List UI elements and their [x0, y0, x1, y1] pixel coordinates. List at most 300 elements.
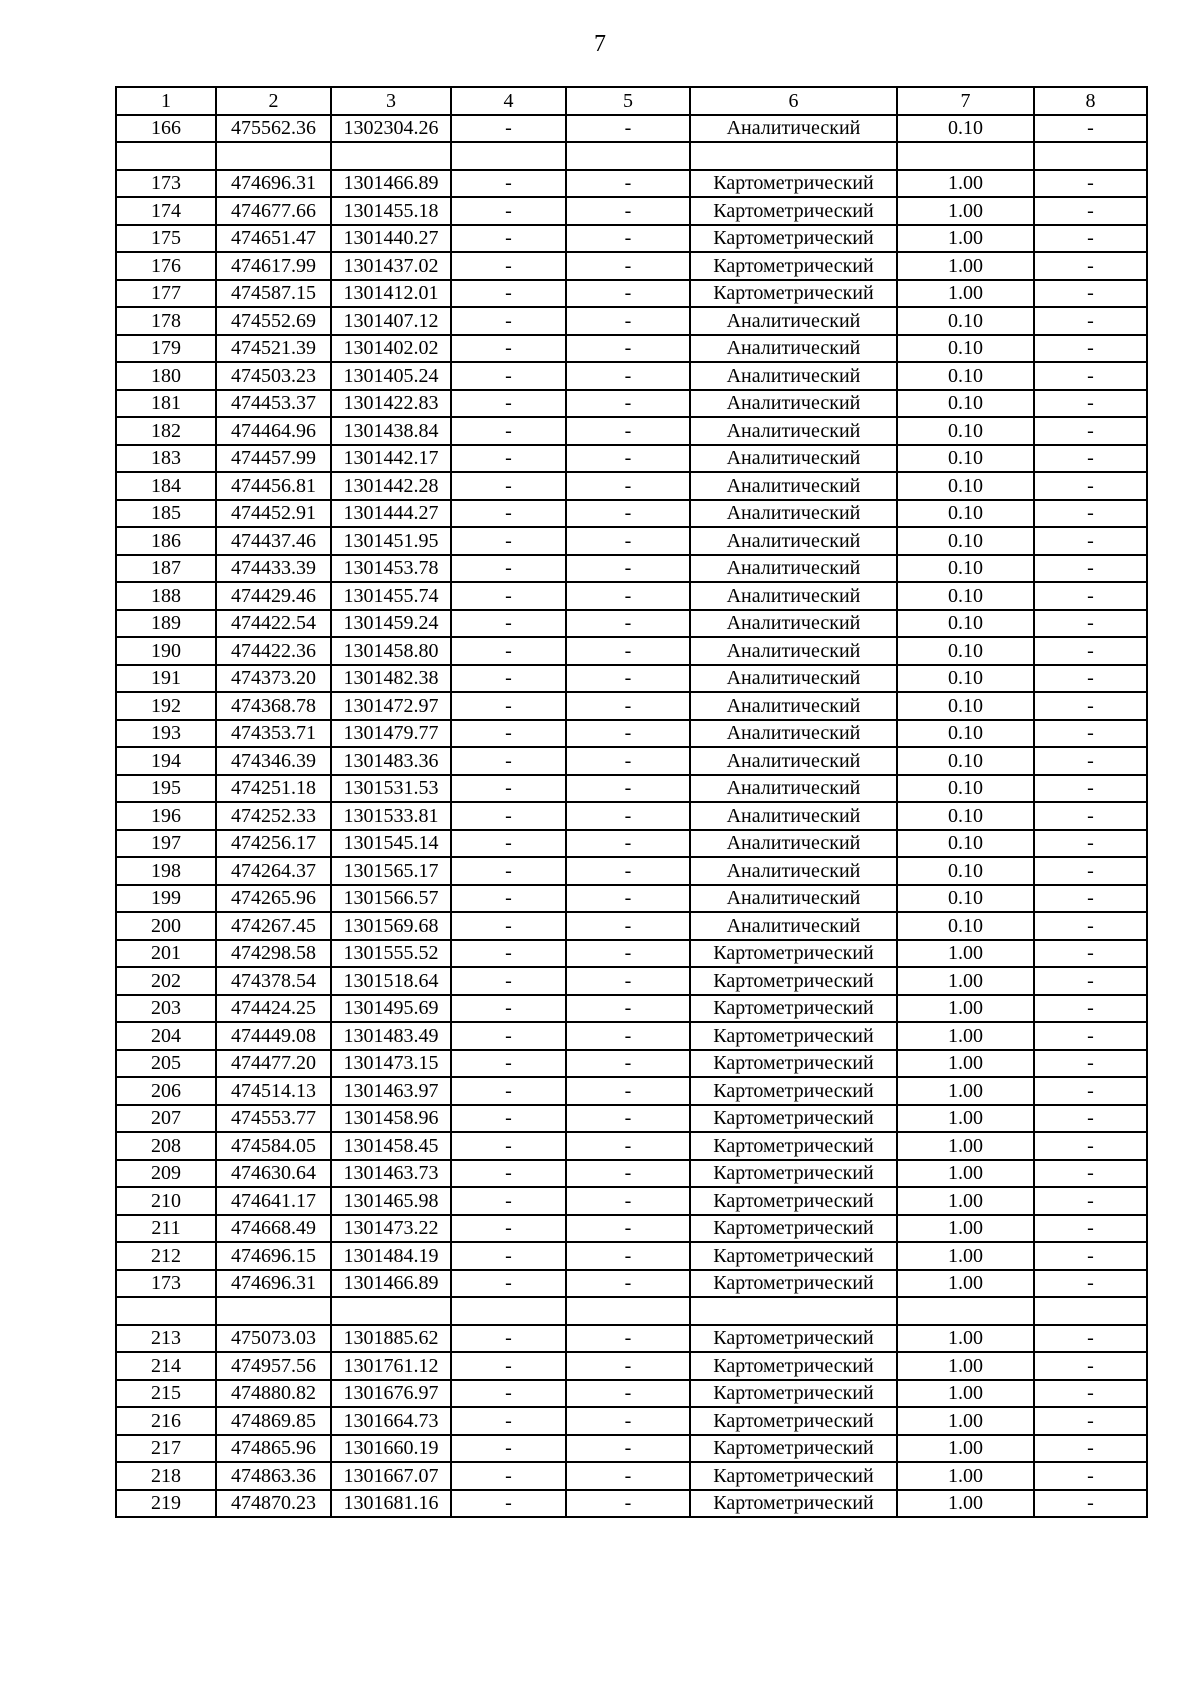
column-4-cell: - [451, 665, 566, 693]
x-coordinate-cell: 474464.96 [216, 417, 331, 445]
column-8-cell: - [1034, 1435, 1147, 1463]
method-cell: Аналитический [690, 527, 897, 555]
accuracy-cell: 0.10 [897, 500, 1034, 528]
point-number-cell: 184 [116, 472, 216, 500]
column-5-cell: - [566, 280, 690, 308]
y-coordinate-cell: 1301482.38 [331, 665, 451, 693]
column-5-cell [566, 142, 690, 170]
column-4-cell: - [451, 307, 566, 335]
x-coordinate-cell: 474869.85 [216, 1407, 331, 1435]
y-coordinate-cell: 1301483.49 [331, 1022, 451, 1050]
point-number-cell: 173 [116, 170, 216, 198]
method-cell: Картометрический [690, 1105, 897, 1133]
column-4-cell: - [451, 857, 566, 885]
y-coordinate-cell: 1301565.17 [331, 857, 451, 885]
point-number-cell: 188 [116, 582, 216, 610]
x-coordinate-cell: 474668.49 [216, 1215, 331, 1243]
table-row [116, 720, 1147, 748]
table-row [116, 1077, 1147, 1105]
header-cell: 4 [451, 87, 566, 115]
x-coordinate-cell: 474521.39 [216, 335, 331, 363]
column-8-cell [1034, 142, 1147, 170]
method-cell: Аналитический [690, 115, 897, 143]
y-coordinate-cell: 1301466.89 [331, 170, 451, 198]
separator-row [116, 1297, 1147, 1325]
y-coordinate-cell: 1301451.95 [331, 527, 451, 555]
method-cell: Аналитический [690, 637, 897, 665]
y-coordinate-cell: 1301442.17 [331, 445, 451, 473]
method-cell: Аналитический [690, 830, 897, 858]
y-coordinate-cell: 1301458.96 [331, 1105, 451, 1133]
column-8-cell: - [1034, 857, 1147, 885]
method-cell: Картометрический [690, 280, 897, 308]
column-4-cell: - [451, 747, 566, 775]
header-cell: 6 [690, 87, 897, 115]
point-number-cell: 200 [116, 912, 216, 940]
y-coordinate-cell: 1301479.77 [331, 720, 451, 748]
column-4-cell: - [451, 280, 566, 308]
column-4-cell: - [451, 1352, 566, 1380]
column-8-cell: - [1034, 1490, 1147, 1518]
column-4-cell: - [451, 1270, 566, 1298]
y-coordinate-cell: 1301463.97 [331, 1077, 451, 1105]
point-number-cell: 180 [116, 362, 216, 390]
point-number-cell: 196 [116, 802, 216, 830]
x-coordinate-cell: 474553.77 [216, 1105, 331, 1133]
y-coordinate-cell: 1301405.24 [331, 362, 451, 390]
method-cell: Аналитический [690, 362, 897, 390]
accuracy-cell: 0.10 [897, 637, 1034, 665]
column-5-cell: - [566, 1242, 690, 1270]
y-coordinate-cell: 1301473.22 [331, 1215, 451, 1243]
column-5-cell: - [566, 1077, 690, 1105]
x-coordinate-cell: 474252.33 [216, 802, 331, 830]
column-5-cell: - [566, 637, 690, 665]
column-4-cell: - [451, 967, 566, 995]
method-cell: Картометрический [690, 1215, 897, 1243]
method-cell: Картометрический [690, 197, 897, 225]
method-cell: Картометрический [690, 1242, 897, 1270]
method-cell: Картометрический [690, 940, 897, 968]
column-8-cell: - [1034, 555, 1147, 583]
y-coordinate-cell: 1301455.74 [331, 582, 451, 610]
table-row [116, 830, 1147, 858]
x-coordinate-cell: 474378.54 [216, 967, 331, 995]
x-coordinate-cell: 474298.58 [216, 940, 331, 968]
header-cell: 8 [1034, 87, 1147, 115]
method-cell: Картометрический [690, 225, 897, 253]
point-number-cell: 182 [116, 417, 216, 445]
column-4-cell: - [451, 197, 566, 225]
column-8-cell: - [1034, 912, 1147, 940]
accuracy-cell: 1.00 [897, 252, 1034, 280]
y-coordinate-cell: 1302304.26 [331, 115, 451, 143]
method-cell: Картометрический [690, 1407, 897, 1435]
method-cell: Картометрический [690, 252, 897, 280]
column-4-cell: - [451, 362, 566, 390]
point-number-cell: 187 [116, 555, 216, 583]
method-cell [690, 1297, 897, 1325]
accuracy-cell: 0.10 [897, 582, 1034, 610]
accuracy-cell: 1.00 [897, 1215, 1034, 1243]
accuracy-cell: 0.10 [897, 857, 1034, 885]
column-5-cell: - [566, 967, 690, 995]
column-4-cell: - [451, 775, 566, 803]
table-row [116, 1325, 1147, 1353]
column-8-cell: - [1034, 1462, 1147, 1490]
x-coordinate-cell: 474696.31 [216, 1270, 331, 1298]
column-4-cell: - [451, 1050, 566, 1078]
method-cell: Аналитический [690, 775, 897, 803]
accuracy-cell: 0.10 [897, 692, 1034, 720]
column-4-cell: - [451, 720, 566, 748]
table-row [116, 857, 1147, 885]
separator-row [116, 142, 1147, 170]
column-4-cell: - [451, 582, 566, 610]
column-8-cell: - [1034, 362, 1147, 390]
method-cell: Картометрический [690, 1325, 897, 1353]
column-5-cell: - [566, 197, 690, 225]
table-row [116, 307, 1147, 335]
accuracy-cell: 0.10 [897, 527, 1034, 555]
table-row [116, 555, 1147, 583]
header-cell: 5 [566, 87, 690, 115]
table-row [116, 1105, 1147, 1133]
point-number-cell: 217 [116, 1435, 216, 1463]
y-coordinate-cell: 1301473.15 [331, 1050, 451, 1078]
column-8-cell: - [1034, 1407, 1147, 1435]
table-row [116, 362, 1147, 390]
table-row [116, 912, 1147, 940]
column-8-cell: - [1034, 252, 1147, 280]
point-number-cell [116, 142, 216, 170]
accuracy-cell: 0.10 [897, 417, 1034, 445]
point-number-cell: 179 [116, 335, 216, 363]
accuracy-cell: 1.00 [897, 1105, 1034, 1133]
x-coordinate-cell: 474870.23 [216, 1490, 331, 1518]
column-4-cell: - [451, 1105, 566, 1133]
point-number-cell: 166 [116, 115, 216, 143]
y-coordinate-cell: 1301412.01 [331, 280, 451, 308]
column-8-cell: - [1034, 775, 1147, 803]
y-coordinate-cell: 1301885.62 [331, 1325, 451, 1353]
column-5-cell: - [566, 582, 690, 610]
column-5-cell: - [566, 665, 690, 693]
y-coordinate-cell: 1301667.07 [331, 1462, 451, 1490]
column-5-cell: - [566, 610, 690, 638]
method-cell: Картометрический [690, 1435, 897, 1463]
method-cell: Картометрический [690, 1490, 897, 1518]
x-coordinate-cell: 475073.03 [216, 1325, 331, 1353]
accuracy-cell: 1.00 [897, 1462, 1034, 1490]
method-cell: Картометрический [690, 1022, 897, 1050]
column-5-cell: - [566, 720, 690, 748]
column-4-cell: - [451, 802, 566, 830]
method-cell: Аналитический [690, 390, 897, 418]
column-8-cell: - [1034, 830, 1147, 858]
accuracy-cell: 1.00 [897, 1435, 1034, 1463]
accuracy-cell: 0.10 [897, 555, 1034, 583]
point-number-cell: 213 [116, 1325, 216, 1353]
table-row [116, 692, 1147, 720]
y-coordinate-cell: 1301495.69 [331, 995, 451, 1023]
point-number-cell: 174 [116, 197, 216, 225]
accuracy-cell: 0.10 [897, 885, 1034, 913]
table-row [116, 170, 1147, 198]
table-row [116, 445, 1147, 473]
table-row [116, 637, 1147, 665]
table-row [116, 280, 1147, 308]
method-cell: Аналитический [690, 335, 897, 363]
column-4-cell: - [451, 912, 566, 940]
table-row [116, 775, 1147, 803]
table-row [116, 472, 1147, 500]
table-row [116, 1215, 1147, 1243]
x-coordinate-cell: 474429.46 [216, 582, 331, 610]
point-number-cell: 191 [116, 665, 216, 693]
accuracy-cell: 1.00 [897, 1490, 1034, 1518]
column-5-cell: - [566, 390, 690, 418]
column-5-cell: - [566, 335, 690, 363]
column-5-cell: - [566, 417, 690, 445]
table-row [116, 500, 1147, 528]
table-row [116, 995, 1147, 1023]
column-5-cell: - [566, 1105, 690, 1133]
accuracy-cell: 1.00 [897, 1022, 1034, 1050]
method-cell: Аналитический [690, 445, 897, 473]
column-4-cell: - [451, 335, 566, 363]
column-4-cell: - [451, 445, 566, 473]
y-coordinate-cell: 1301555.52 [331, 940, 451, 968]
point-number-cell: 216 [116, 1407, 216, 1435]
method-cell: Аналитический [690, 857, 897, 885]
x-coordinate-cell: 475562.36 [216, 115, 331, 143]
y-coordinate-cell: 1301442.28 [331, 472, 451, 500]
column-8-cell: - [1034, 1380, 1147, 1408]
column-8-cell: - [1034, 280, 1147, 308]
column-5-cell: - [566, 1490, 690, 1518]
column-5-cell: - [566, 527, 690, 555]
column-4-cell: - [451, 472, 566, 500]
y-coordinate-cell: 1301518.64 [331, 967, 451, 995]
method-cell: Картометрический [690, 1462, 897, 1490]
column-8-cell: - [1034, 197, 1147, 225]
x-coordinate-cell: 474957.56 [216, 1352, 331, 1380]
column-8-cell: - [1034, 472, 1147, 500]
accuracy-cell: 0.10 [897, 472, 1034, 500]
column-4-cell: - [451, 830, 566, 858]
column-8-cell: - [1034, 802, 1147, 830]
column-4-cell: - [451, 637, 566, 665]
table-row [116, 1462, 1147, 1490]
y-coordinate-cell: 1301455.18 [331, 197, 451, 225]
x-coordinate-cell: 474449.08 [216, 1022, 331, 1050]
point-number-cell: 175 [116, 225, 216, 253]
column-8-cell: - [1034, 1187, 1147, 1215]
x-coordinate-cell: 474422.54 [216, 610, 331, 638]
column-4-cell: - [451, 500, 566, 528]
column-4-cell: - [451, 225, 566, 253]
y-coordinate-cell: 1301660.19 [331, 1435, 451, 1463]
method-cell: Аналитический [690, 307, 897, 335]
point-number-cell: 199 [116, 885, 216, 913]
point-number-cell: 210 [116, 1187, 216, 1215]
accuracy-cell: 0.10 [897, 610, 1034, 638]
accuracy-cell: 1.00 [897, 197, 1034, 225]
table-row [116, 1187, 1147, 1215]
table-row [116, 747, 1147, 775]
column-5-cell: - [566, 1215, 690, 1243]
column-8-cell: - [1034, 747, 1147, 775]
column-5-cell: - [566, 747, 690, 775]
table-row [116, 1435, 1147, 1463]
column-5-cell: - [566, 885, 690, 913]
column-5-cell: - [566, 170, 690, 198]
x-coordinate-cell: 474696.15 [216, 1242, 331, 1270]
column-8-cell: - [1034, 225, 1147, 253]
y-coordinate-cell: 1301438.84 [331, 417, 451, 445]
table-row [116, 1242, 1147, 1270]
column-4-cell: - [451, 527, 566, 555]
column-4-cell: - [451, 1215, 566, 1243]
y-coordinate-cell: 1301453.78 [331, 555, 451, 583]
method-cell: Аналитический [690, 802, 897, 830]
column-8-cell: - [1034, 115, 1147, 143]
method-cell: Аналитический [690, 500, 897, 528]
table-body [116, 87, 1147, 1517]
column-4-cell: - [451, 1462, 566, 1490]
point-number-cell: 185 [116, 500, 216, 528]
x-coordinate-cell: 474437.46 [216, 527, 331, 555]
x-coordinate-cell [216, 142, 331, 170]
column-4-cell: - [451, 885, 566, 913]
column-8-cell: - [1034, 1242, 1147, 1270]
x-coordinate-cell: 474265.96 [216, 885, 331, 913]
column-8-cell: - [1034, 582, 1147, 610]
x-coordinate-cell: 474587.15 [216, 280, 331, 308]
x-coordinate-cell: 474477.20 [216, 1050, 331, 1078]
method-cell: Аналитический [690, 582, 897, 610]
accuracy-cell: 1.00 [897, 280, 1034, 308]
table-row [116, 225, 1147, 253]
y-coordinate-cell: 1301437.02 [331, 252, 451, 280]
column-5-cell: - [566, 1352, 690, 1380]
accuracy-cell: 1.00 [897, 1352, 1034, 1380]
accuracy-cell: 1.00 [897, 995, 1034, 1023]
table-row [116, 940, 1147, 968]
column-8-cell: - [1034, 637, 1147, 665]
column-4-cell: - [451, 1132, 566, 1160]
header-cell: 1 [116, 87, 216, 115]
column-8-cell: - [1034, 610, 1147, 638]
method-cell: Аналитический [690, 720, 897, 748]
column-8-cell: - [1034, 967, 1147, 995]
x-coordinate-cell: 474456.81 [216, 472, 331, 500]
point-number-cell: 194 [116, 747, 216, 775]
y-coordinate-cell [331, 142, 451, 170]
column-5-cell: - [566, 445, 690, 473]
accuracy-cell: 1.00 [897, 1380, 1034, 1408]
table-row [116, 197, 1147, 225]
x-coordinate-cell: 474677.66 [216, 197, 331, 225]
column-5-cell: - [566, 1325, 690, 1353]
method-cell: Аналитический [690, 885, 897, 913]
method-cell: Картометрический [690, 995, 897, 1023]
column-4-cell: - [451, 555, 566, 583]
y-coordinate-cell: 1301569.68 [331, 912, 451, 940]
x-coordinate-cell: 474514.13 [216, 1077, 331, 1105]
x-coordinate-cell: 474641.17 [216, 1187, 331, 1215]
column-5-cell: - [566, 1132, 690, 1160]
x-coordinate-cell: 474651.47 [216, 225, 331, 253]
y-coordinate-cell: 1301681.16 [331, 1490, 451, 1518]
accuracy-cell [897, 1297, 1034, 1325]
table-row [116, 582, 1147, 610]
x-coordinate-cell: 474863.36 [216, 1462, 331, 1490]
column-8-cell: - [1034, 692, 1147, 720]
column-5-cell: - [566, 555, 690, 583]
point-number-cell: 211 [116, 1215, 216, 1243]
table-row [116, 1352, 1147, 1380]
table-row [116, 390, 1147, 418]
method-cell: Картометрический [690, 1352, 897, 1380]
column-5-cell: - [566, 995, 690, 1023]
table-row [116, 1407, 1147, 1435]
column-5-cell [566, 1297, 690, 1325]
column-4-cell: - [451, 1325, 566, 1353]
method-cell: Аналитический [690, 417, 897, 445]
point-number-cell: 186 [116, 527, 216, 555]
column-4-cell: - [451, 1490, 566, 1518]
x-coordinate-cell: 474503.23 [216, 362, 331, 390]
point-number-cell: 183 [116, 445, 216, 473]
x-coordinate-cell: 474256.17 [216, 830, 331, 858]
y-coordinate-cell: 1301402.02 [331, 335, 451, 363]
point-number-cell: 201 [116, 940, 216, 968]
x-coordinate-cell: 474353.71 [216, 720, 331, 748]
point-number-cell: 203 [116, 995, 216, 1023]
method-cell [690, 142, 897, 170]
table-row [116, 1132, 1147, 1160]
column-5-cell: - [566, 912, 690, 940]
header-cell: 7 [897, 87, 1034, 115]
column-4-cell: - [451, 115, 566, 143]
method-cell: Аналитический [690, 610, 897, 638]
point-number-cell: 190 [116, 637, 216, 665]
point-number-cell: 215 [116, 1380, 216, 1408]
column-4-cell: - [451, 390, 566, 418]
column-4-cell: - [451, 1242, 566, 1270]
accuracy-cell: 0.10 [897, 747, 1034, 775]
y-coordinate-cell: 1301458.80 [331, 637, 451, 665]
column-4-cell: - [451, 1160, 566, 1188]
y-coordinate-cell: 1301422.83 [331, 390, 451, 418]
point-number-cell [116, 1297, 216, 1325]
column-4-cell: - [451, 692, 566, 720]
table-row [116, 1380, 1147, 1408]
x-coordinate-cell: 474422.36 [216, 637, 331, 665]
method-cell: Картометрический [690, 1380, 897, 1408]
method-cell: Аналитический [690, 912, 897, 940]
table-row [116, 1050, 1147, 1078]
accuracy-cell: 0.10 [897, 665, 1034, 693]
accuracy-cell: 0.10 [897, 720, 1034, 748]
point-number-cell: 206 [116, 1077, 216, 1105]
column-4-cell: - [451, 1022, 566, 1050]
point-number-cell: 173 [116, 1270, 216, 1298]
y-coordinate-cell: 1301761.12 [331, 1352, 451, 1380]
table-row [116, 335, 1147, 363]
